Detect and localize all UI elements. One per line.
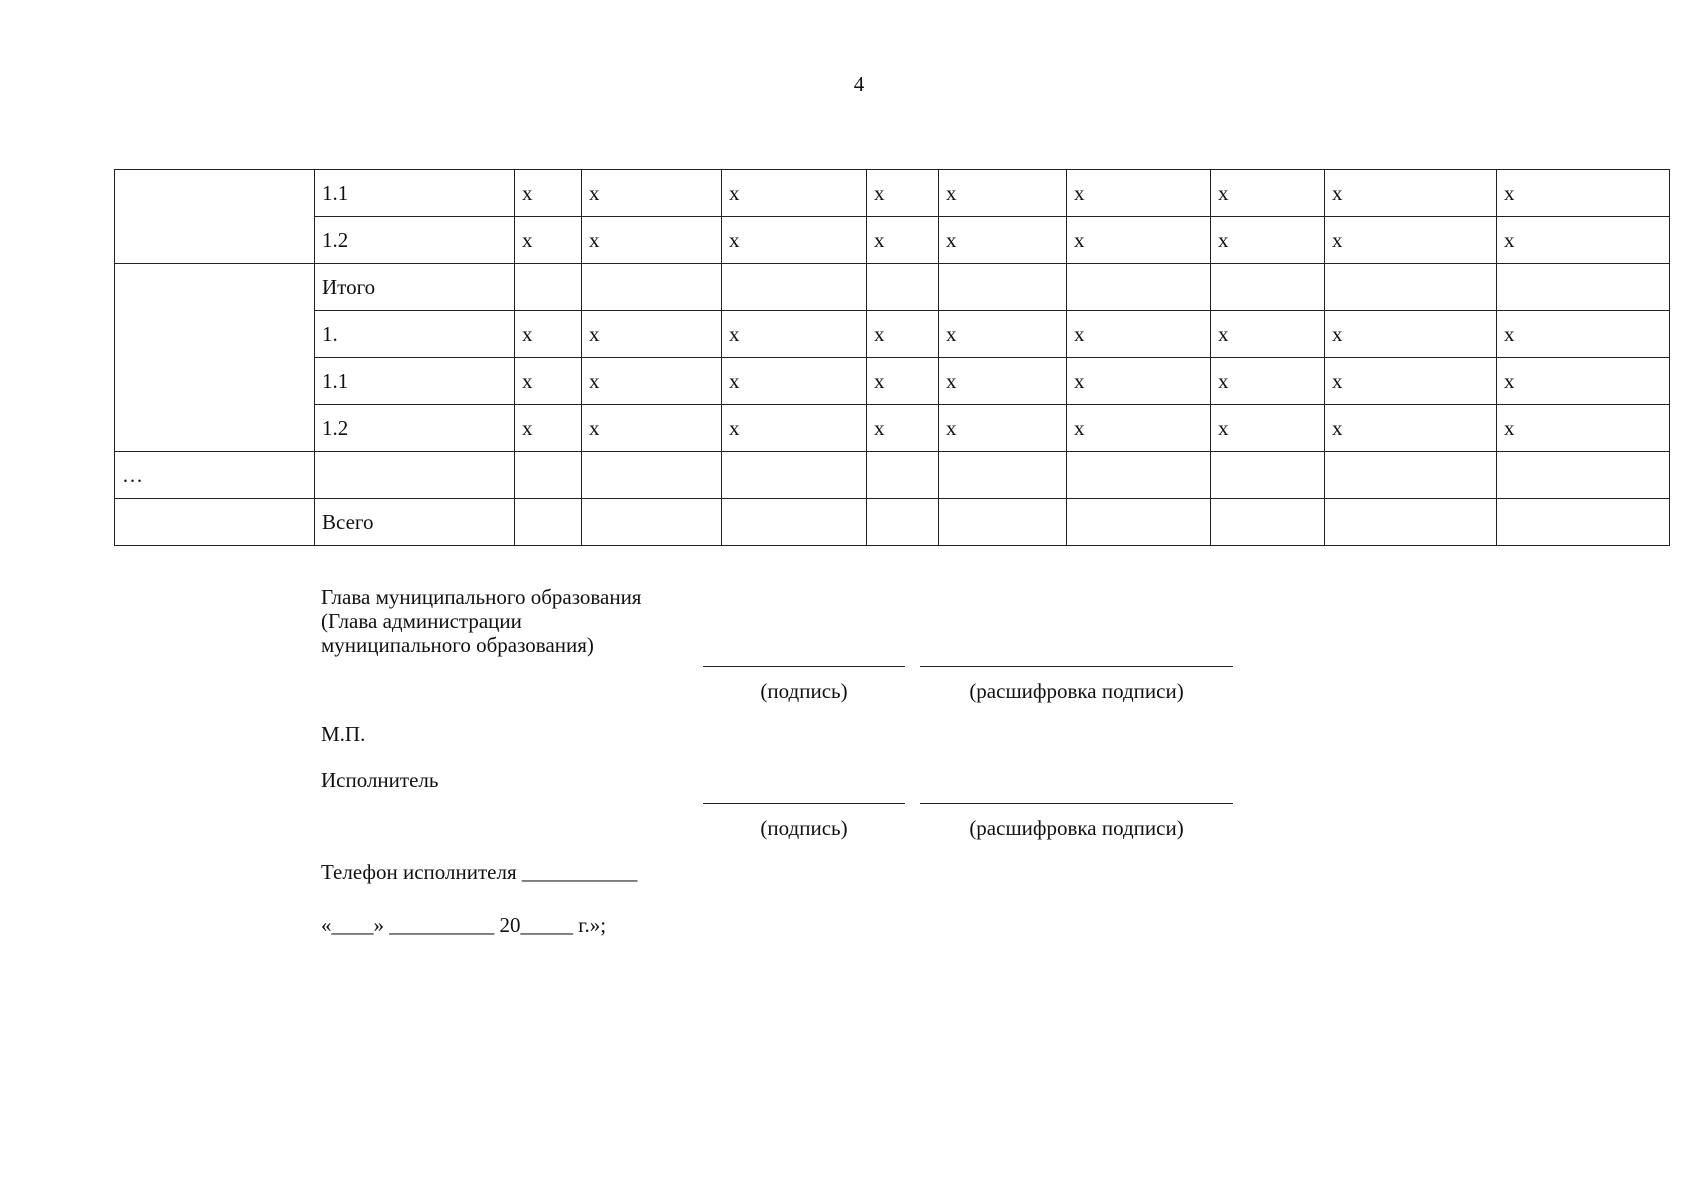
table-cell: x	[1067, 217, 1211, 264]
row-label: 1.	[315, 311, 515, 358]
table-cell: x	[515, 217, 582, 264]
table-cell: x	[867, 170, 939, 217]
table-cell	[1325, 499, 1497, 546]
table-cell	[1497, 499, 1670, 546]
table-cell: x	[1211, 311, 1325, 358]
head-title	[321, 585, 641, 657]
table-row	[115, 217, 1670, 264]
table-cell	[1067, 452, 1211, 499]
table-cell	[515, 452, 582, 499]
stamp-label: М.П.	[321, 722, 366, 746]
table-cell: x	[867, 405, 939, 452]
executor-phone: Телефон исполнителя ___________	[321, 860, 638, 884]
executor-label: Исполнитель	[321, 768, 439, 792]
table-cell: x	[939, 311, 1067, 358]
row-label: Всего	[315, 499, 515, 546]
head-title-line-3: муниципального образования)	[321, 633, 594, 657]
table-cell	[1497, 264, 1670, 311]
table-cell: x	[582, 358, 722, 405]
executor-decoding-caption: (расшифровка подписи)	[969, 816, 1184, 840]
table-cell: x	[1325, 170, 1497, 217]
head-signature-caption: (подпись)	[760, 679, 848, 703]
table-cell	[1067, 499, 1211, 546]
table-cell: x	[1497, 358, 1670, 405]
table-cell	[582, 264, 722, 311]
table-cell	[1497, 452, 1670, 499]
row-label: Итого	[315, 264, 515, 311]
row-label: 1.1	[315, 170, 515, 217]
group-cell	[115, 499, 315, 546]
table-row	[115, 499, 1670, 546]
table-cell: x	[1211, 217, 1325, 264]
table-row	[115, 311, 1670, 358]
table-cell: x	[1325, 311, 1497, 358]
row-label: 1.1	[315, 358, 515, 405]
table-cell	[722, 452, 867, 499]
table-cell: x	[867, 311, 939, 358]
table-cell: x	[722, 405, 867, 452]
table-cell	[582, 452, 722, 499]
table-cell: x	[1497, 311, 1670, 358]
table-cell: x	[939, 170, 1067, 217]
table-cell	[939, 264, 1067, 311]
table-cell: x	[1211, 405, 1325, 452]
table-cell	[1067, 264, 1211, 311]
table-row	[115, 170, 1670, 217]
table-cell: x	[582, 217, 722, 264]
table-cell: x	[722, 217, 867, 264]
table-row	[115, 264, 1670, 311]
table-cell: x	[582, 405, 722, 452]
table-cell: x	[1067, 311, 1211, 358]
table-cell: x	[867, 358, 939, 405]
row-label: 1.2	[315, 405, 515, 452]
executor-signature-caption: (подпись)	[760, 816, 848, 840]
head-title-line-2: (Глава администрации	[321, 609, 522, 633]
table-cell	[722, 264, 867, 311]
table-cell: x	[1067, 405, 1211, 452]
executor-decoding-line	[920, 803, 1233, 804]
group-cell: …	[115, 452, 315, 499]
head-title-line-1: Глава муниципального образования	[321, 585, 642, 609]
row-label: 1.2	[315, 217, 515, 264]
table-cell: x	[515, 358, 582, 405]
table-cell: x	[1325, 217, 1497, 264]
head-signature-line	[703, 666, 905, 667]
table-cell	[867, 264, 939, 311]
table-cell: x	[515, 170, 582, 217]
table-cell: x	[722, 311, 867, 358]
table-cell	[1211, 264, 1325, 311]
table-cell: x	[515, 405, 582, 452]
head-decoding-line	[920, 666, 1233, 667]
group-cell	[115, 264, 315, 452]
table-cell: x	[722, 358, 867, 405]
table-cell	[515, 499, 582, 546]
table-cell	[722, 499, 867, 546]
table-cell	[1325, 452, 1497, 499]
report-table	[114, 169, 1670, 546]
table-row	[115, 452, 1670, 499]
table-cell	[1211, 452, 1325, 499]
table-cell: x	[515, 311, 582, 358]
table-cell: x	[867, 217, 939, 264]
table-cell: x	[582, 311, 722, 358]
table-cell: x	[1211, 358, 1325, 405]
table-cell: x	[1325, 405, 1497, 452]
table-cell	[1211, 499, 1325, 546]
table-cell: x	[939, 217, 1067, 264]
row-label	[315, 452, 515, 499]
table-cell: x	[1067, 358, 1211, 405]
table-cell: x	[1497, 405, 1670, 452]
group-cell	[115, 170, 315, 264]
table-cell: x	[1325, 358, 1497, 405]
page-number: 4	[853, 72, 865, 96]
table-cell	[867, 452, 939, 499]
executor-signature-line	[703, 803, 905, 804]
table-cell: x	[582, 170, 722, 217]
table-cell: x	[1497, 170, 1670, 217]
table-cell: x	[1067, 170, 1211, 217]
table-row	[115, 358, 1670, 405]
table-cell	[582, 499, 722, 546]
table-cell	[939, 499, 1067, 546]
table-cell: x	[1211, 170, 1325, 217]
table-cell: x	[722, 170, 867, 217]
table-cell: x	[939, 405, 1067, 452]
table-row	[115, 405, 1670, 452]
table-cell	[1325, 264, 1497, 311]
table-cell: x	[939, 358, 1067, 405]
head-decoding-caption: (расшифровка подписи)	[969, 679, 1184, 703]
date-line: «____» __________ 20_____ г.»;	[321, 913, 607, 937]
table-cell: x	[1497, 217, 1670, 264]
table-cell	[867, 499, 939, 546]
table-cell	[939, 452, 1067, 499]
table-cell	[515, 264, 582, 311]
